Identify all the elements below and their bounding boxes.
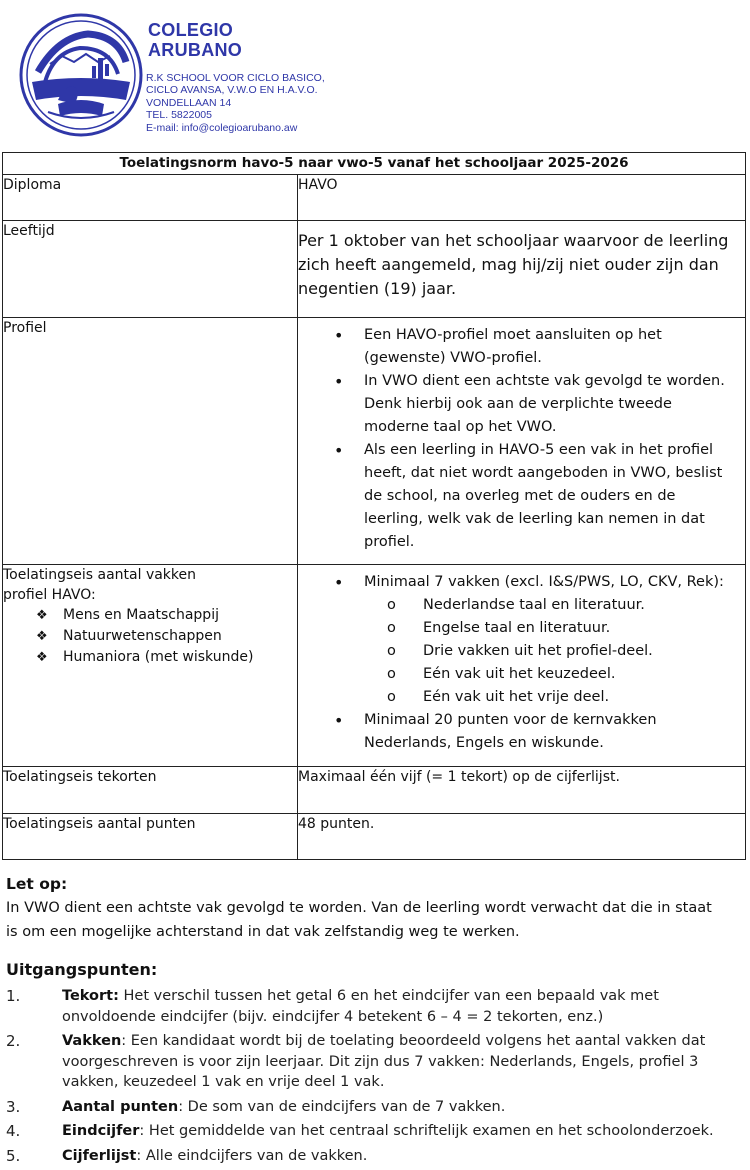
item-text: : Alle eindcijfers van de vakken.	[136, 1147, 368, 1164]
let-op-line: is om een mogelijke achterstand in dat vak zelfstandig weg te werken.	[6, 924, 520, 940]
item-number: 2.	[6, 1032, 21, 1050]
table-row-profiel	[3, 318, 746, 565]
item-text: : Een kandidaat wordt bij de toelating beoordeeld volgens het aantal vakken dat voorgeschreven is voor zijn leerjaar. Dit zijn dus 7 vakken: Nederlands, Engels, profiel 3 vakken, keuzedeel 1 vak en vrije deel 1 vak.	[62, 1033, 706, 1090]
address-line: CICLO AVANSA, V.W.O EN H.A.V.O.	[146, 84, 318, 97]
sub-list-item: o Eén vak uit het keuzedeel.	[364, 663, 737, 686]
profiel-value	[298, 318, 746, 565]
let-op-line: In VWO dient een achtste vak gevolgd te worden. Van de leerling wordt verwacht dat die in staat	[6, 900, 712, 916]
item-term: Aantal punten	[62, 1098, 179, 1115]
vakken-label-line-2: profiel HAVO:	[3, 587, 96, 603]
sub-list-item: o Drie vakken uit het profiel-deel.	[364, 640, 737, 663]
list-item	[6, 1097, 746, 1118]
school-address	[146, 72, 325, 134]
vakken-min-text: Minimaal 7 vakken (excl. I&S/PWS, LO, CKV, Rek):	[364, 574, 724, 590]
profiel-label: Profiel	[3, 318, 298, 565]
item-text: Het verschil tussen het getal 6 en het eindcijfer van een bepaald vak met onvoldoende eindcijfer (bijv. eindcijfer 4 betekent 6 – 4 = 2 tekorten, enz.)	[62, 988, 659, 1025]
item-text: : De som van de eindcijfers van de 7 vakken.	[178, 1098, 506, 1115]
list-item: • Minimaal 20 punten voor de kernvakken Nederlands, Engels en wiskunde.	[298, 709, 745, 755]
table-row-vakken	[3, 565, 746, 767]
list-item	[6, 1146, 746, 1167]
leeftijd-label: Leeftijd	[3, 221, 298, 318]
profile-item: ❖ Natuurwetenschappen	[3, 626, 297, 647]
sub-list-item: o Nederlandse taal en literatuur.	[364, 594, 737, 617]
leeftijd-value: Per 1 oktober van het schooljaar waarvoor de leerling zich heeft aangemeld, mag hij/zij niet ouder zijn dan negentien (19) jaar.	[298, 221, 746, 318]
profile-item: ❖ Humaniora (met wiskunde)	[3, 647, 297, 668]
table-row-diploma	[3, 175, 746, 221]
school-header	[146, 20, 325, 134]
item-term: Tekort:	[62, 988, 119, 1004]
email-line: E-mail: info@colegioarubano.aw	[146, 121, 298, 134]
let-op-section	[6, 872, 746, 944]
punten-label: Toelatingseis aantal punten	[3, 814, 298, 860]
uitgangspunten-section	[6, 958, 746, 1170]
address-line: TEL. 5822005	[146, 109, 212, 122]
item-number: 5.	[6, 1146, 21, 1165]
address-line: R.K SCHOOL VOOR CICLO BASICO,	[146, 72, 325, 84]
profile-item: ❖ Mens en Maatschappij	[3, 605, 297, 626]
address-line: VONDELLAAN 14	[146, 96, 232, 109]
table-row-tekorten	[3, 767, 746, 814]
table-row-leeftijd	[3, 221, 746, 318]
list-item	[6, 1121, 746, 1142]
tekorten-label: Toelatingseis tekorten	[3, 767, 298, 814]
sub-list-item: o Eén vak uit het vrije deel.	[364, 686, 737, 709]
vakken-value	[298, 565, 746, 767]
list-item: • In VWO dient een achtste vak gevolgd te worden. Denk hierbij ook aan de verplichte tweede moderne taal op het VWO.	[298, 370, 745, 439]
table-row-punten	[3, 814, 746, 860]
item-number: 3.	[6, 1097, 21, 1116]
vakken-label	[3, 565, 298, 767]
uitgangspunten-list	[6, 986, 746, 1166]
item-number: 4.	[6, 1122, 21, 1140]
list-item: • Een HAVO-profiel moet aansluiten op het (gewenste) VWO-profiel.	[298, 324, 745, 370]
vakken-label-line-1: Toelatingseis aantal vakken	[3, 567, 197, 583]
admission-table	[2, 152, 746, 860]
tekorten-value: Maximaal één vijf (= 1 tekort) op de cijferlijst.	[298, 767, 746, 814]
sub-list-item: o Engelse taal en literatuur.	[364, 617, 737, 640]
item-text: : Het gemiddelde van het centraal schriftelijk examen en het schoolonderzoek.	[139, 1123, 714, 1139]
item-number: 1.	[6, 987, 21, 1005]
item-term: Cijferlijst	[62, 1147, 137, 1164]
list-item	[298, 571, 745, 709]
list-item: • Als een leerling in HAVO-5 een vak in het profiel heeft, dat niet wordt aangeboden in VWO, beslist de school, na overleg met de ouders en de leerling, welk vak de leerling kan nemen in dat profiel.	[298, 439, 745, 554]
item-term: Vakken	[62, 1033, 122, 1049]
diploma-value: HAVO	[298, 175, 746, 221]
table-title: Toelatingsnorm havo-5 naar vwo-5 vanaf het schooljaar 2025-2026	[3, 153, 746, 175]
school-logo	[18, 12, 144, 138]
list-item	[6, 986, 746, 1027]
list-item	[6, 1031, 746, 1093]
item-term: Eindcijfer	[62, 1123, 140, 1139]
let-op-heading: Let op:	[6, 875, 68, 893]
table-title-row	[3, 153, 746, 175]
school-name-line-2: ARUBANO	[148, 40, 243, 60]
punten-value: 48 punten.	[298, 814, 746, 860]
uitgangspunten-heading: Uitgangspunten:	[6, 960, 158, 979]
diploma-label: Diploma	[3, 175, 298, 221]
school-name-line-1: COLEGIO	[148, 20, 234, 40]
